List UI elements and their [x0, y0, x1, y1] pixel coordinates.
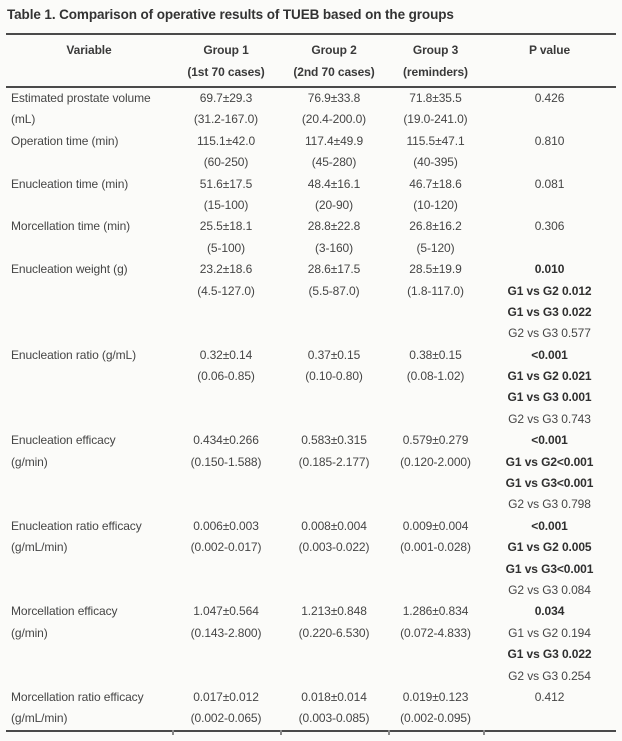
value-line: 115.1±42.0 [196, 133, 256, 148]
value-line: (0.185-2.177) [298, 454, 370, 469]
cell-group3 [388, 216, 483, 259]
table-row [6, 601, 616, 687]
cell-group3 [388, 131, 483, 174]
value-line: 0.38±0.15 [409, 347, 462, 362]
cell-pvalue [483, 430, 616, 516]
table-row [6, 216, 616, 259]
pvalue-line: 0.306 [534, 219, 565, 234]
value-line: (45-280) [311, 155, 357, 170]
column-divider-tick [483, 730, 485, 735]
value-line: 0.017±0.012 [193, 689, 259, 704]
value-line: Enucleation ratio efficacy [11, 518, 142, 533]
cell-pvalue [483, 131, 616, 174]
header-line: Group 3 [412, 43, 459, 57]
value-line: 28.6±17.5 [307, 262, 361, 277]
cell-variable [6, 601, 172, 687]
value-line: (5.5-87.0) [308, 283, 360, 298]
cell-group1 [172, 516, 280, 602]
table-row [6, 88, 616, 131]
value-line: (5-120) [416, 240, 455, 255]
pvalue-line: <0.001 [531, 518, 568, 533]
value-line: (0.10-0.80) [305, 369, 363, 384]
cell-group2 [280, 131, 388, 174]
value-line: 0.006±0.003 [193, 518, 259, 533]
value-line: (10-120) [413, 197, 458, 212]
cell-group1 [172, 259, 280, 345]
value-line: 71.8±35.5 [409, 91, 462, 105]
value-line: (0.003-0.022) [298, 540, 370, 555]
value-line: 1.213±0.848 [301, 604, 367, 619]
value-line: (0.001-0.028) [400, 540, 471, 555]
pvalue-line: G1 vs G3 0.022 [507, 304, 592, 319]
value-line: (0.120-2.000) [400, 454, 471, 469]
value-line: 1.047±0.564 [193, 604, 259, 619]
value-line: 51.6±17.5 [199, 176, 253, 191]
cell-variable [6, 687, 172, 730]
pvalue-line: 0.010 [534, 262, 565, 277]
value-line: (0.002-0.017) [190, 540, 262, 555]
cell-variable [6, 259, 172, 345]
pvalue-line: 0.034 [534, 604, 565, 619]
value-line: (0.072-4.833) [400, 625, 471, 640]
pvalue-line: G2 vs G3 0.743 [508, 411, 591, 426]
value-line: (g/min) [11, 625, 48, 640]
value-line: 0.009±0.004 [402, 518, 469, 533]
pvalue-line: 0.426 [534, 91, 565, 105]
value-line: (3-160) [315, 240, 353, 255]
value-line: 69.7±29.3 [199, 91, 253, 105]
value-line: Enucleation weight (g) [11, 262, 128, 277]
value-line: (20-90) [315, 197, 353, 212]
value-line: (15-100) [203, 197, 249, 212]
value-line: Morcellation time (min) [11, 219, 131, 234]
cell-group3 [388, 345, 483, 431]
value-line: 0.32±0.14 [199, 347, 253, 362]
value-line: (0.003-0.085) [298, 711, 370, 726]
pvalue-line: G1 vs G2<0.001 [505, 454, 594, 469]
table-header-row [6, 35, 616, 88]
header-group1 [172, 39, 280, 83]
pvalue-line: <0.001 [531, 433, 568, 448]
value-line: (g/mL/min) [11, 540, 68, 555]
pvalue-line: G1 vs G2 0.005 [507, 540, 592, 555]
column-divider-tick [172, 730, 174, 735]
cell-pvalue [483, 601, 616, 687]
cell-group2 [280, 259, 388, 345]
value-line: (19.0-241.0) [403, 112, 468, 127]
value-line: (0.220-6.530) [298, 625, 370, 640]
value-line: (20.4-200.0) [301, 112, 367, 127]
value-line: (mL) [11, 112, 36, 127]
value-line: 46.7±18.6 [409, 176, 462, 191]
value-line: (4.5-127.0) [197, 283, 255, 298]
value-line: 1.286±0.834 [402, 604, 469, 619]
value-line: (0.143-2.800) [190, 625, 262, 640]
header-line: (reminders) [403, 65, 468, 79]
pvalue-line: G2 vs G3 0.798 [508, 497, 591, 512]
table-row [6, 345, 616, 431]
cell-group3 [388, 601, 483, 687]
value-line: Operation time (min) [11, 133, 119, 148]
column-divider-ticks [6, 730, 616, 736]
cell-group3 [388, 174, 483, 217]
cell-group2 [280, 601, 388, 687]
header-group3 [388, 39, 483, 83]
cell-group1 [172, 345, 280, 431]
cell-pvalue [483, 516, 616, 602]
value-line: (0.06-0.85) [197, 369, 255, 384]
value-line: 0.583±0.315 [301, 433, 367, 448]
cell-group1 [172, 174, 280, 217]
pvalue-line: G1 vs G3<0.001 [505, 476, 594, 491]
pvalue-line: G1 vs G2 0.194 [508, 625, 591, 640]
value-line: Enucleation ratio (g/mL) [11, 347, 136, 362]
value-line: Enucleation time (min) [11, 176, 129, 191]
header-variable [6, 39, 172, 83]
table-row [6, 687, 616, 730]
value-line: 26.8±16.2 [409, 219, 462, 234]
value-line: 0.579±0.279 [402, 433, 469, 448]
value-line: 117.4±49.9 [304, 133, 364, 148]
value-line: 0.37±0.15 [307, 347, 361, 362]
value-line: 115.5±47.1 [406, 133, 465, 148]
pvalue-line: 0.810 [534, 133, 565, 148]
header-line: (1st 70 cases) [187, 65, 265, 79]
value-line: (0.08-1.02) [406, 369, 465, 384]
value-line: (g/mL/min) [11, 711, 68, 726]
table-body [6, 88, 616, 730]
cell-variable [6, 345, 172, 431]
cell-group1 [172, 430, 280, 516]
value-line: (g/min) [11, 454, 48, 469]
cell-pvalue [483, 88, 616, 131]
column-divider-tick [388, 730, 390, 735]
value-line: (60-250) [203, 155, 249, 170]
value-line: (40-395) [413, 155, 458, 170]
cell-group3 [388, 259, 483, 345]
pvalue-line: G2 vs G3 0.577 [508, 326, 591, 341]
cell-pvalue [483, 216, 616, 259]
table-row [6, 516, 616, 602]
pvalue-line: <0.001 [531, 347, 568, 362]
cell-pvalue [483, 687, 616, 730]
value-line: Enucleation efficacy [11, 433, 116, 448]
cell-group2 [280, 88, 388, 131]
table-row [6, 174, 616, 217]
header-group2 [280, 39, 388, 83]
cell-group1 [172, 687, 280, 730]
table-row [6, 430, 616, 516]
header-pvalue [483, 39, 616, 83]
value-line: (0.002-0.065) [190, 711, 262, 726]
cell-group3 [388, 516, 483, 602]
value-line: Morcellation ratio efficacy [11, 689, 144, 704]
table-row [6, 131, 616, 174]
cell-group1 [172, 88, 280, 131]
pvalue-line: G2 vs G3 0.084 [508, 582, 591, 597]
value-line: (5-100) [207, 240, 245, 255]
value-line: Morcellation efficacy [11, 604, 118, 619]
value-line: 48.4±16.1 [307, 176, 361, 191]
cell-group3 [388, 88, 483, 131]
pvalue-line: G1 vs G3 0.001 [507, 390, 592, 405]
pvalue-line: G1 vs G3 0.022 [507, 647, 592, 662]
cell-group3 [388, 430, 483, 516]
header-line: (2nd 70 cases) [293, 65, 375, 79]
cell-group1 [172, 131, 280, 174]
cell-group1 [172, 601, 280, 687]
cell-variable [6, 516, 172, 602]
cell-group2 [280, 345, 388, 431]
header-line: Group 2 [311, 43, 357, 57]
value-line: 76.9±33.8 [307, 91, 361, 105]
header-line: P value [528, 43, 571, 57]
pvalue-line: 0.081 [534, 176, 565, 191]
pvalue-line: G1 vs G2 0.021 [507, 369, 592, 384]
cell-group2 [280, 687, 388, 730]
table-row [6, 259, 616, 345]
pvalue-line: G2 vs G3 0.254 [508, 668, 591, 683]
value-line: 0.008±0.004 [301, 518, 367, 533]
cell-variable [6, 430, 172, 516]
cell-variable [6, 216, 172, 259]
value-line: (1.8-117.0) [407, 283, 464, 298]
value-line: 28.5±19.9 [409, 262, 462, 277]
value-line: 0.434±0.266 [193, 433, 259, 448]
value-line: 23.2±18.6 [199, 262, 253, 277]
cell-group3 [388, 687, 483, 730]
cell-group2 [280, 216, 388, 259]
header-line: Variable [66, 43, 112, 57]
pvalue-line: G1 vs G2 0.012 [507, 283, 592, 298]
pvalue-line: 0.412 [534, 689, 565, 704]
cell-group1 [172, 216, 280, 259]
pvalue-line: G1 vs G3<0.001 [505, 561, 594, 576]
cell-pvalue [483, 174, 616, 217]
table-caption: Table 1. Comparison of operative results of TUEB based on the groups [7, 7, 454, 22]
column-divider-tick [280, 730, 282, 735]
cell-group2 [280, 174, 388, 217]
value-line: (0.150-1.588) [190, 454, 262, 469]
value-line: 25.5±18.1 [199, 219, 253, 234]
cell-group2 [280, 516, 388, 602]
cell-variable [6, 131, 172, 174]
cell-pvalue [483, 345, 616, 431]
value-line: 0.018±0.014 [301, 689, 367, 704]
value-line: Estimated prostate volume [11, 91, 151, 105]
cell-pvalue [483, 259, 616, 345]
cell-group2 [280, 430, 388, 516]
value-line: 0.019±0.123 [402, 689, 469, 704]
value-line: 28.8±22.8 [307, 219, 361, 234]
cell-variable [6, 174, 172, 217]
value-line: (0.002-0.095) [400, 711, 471, 726]
header-line: Group 1 [203, 43, 249, 57]
cell-variable [6, 88, 172, 131]
value-line: (31.2-167.0) [193, 112, 259, 127]
results-table [6, 33, 616, 732]
